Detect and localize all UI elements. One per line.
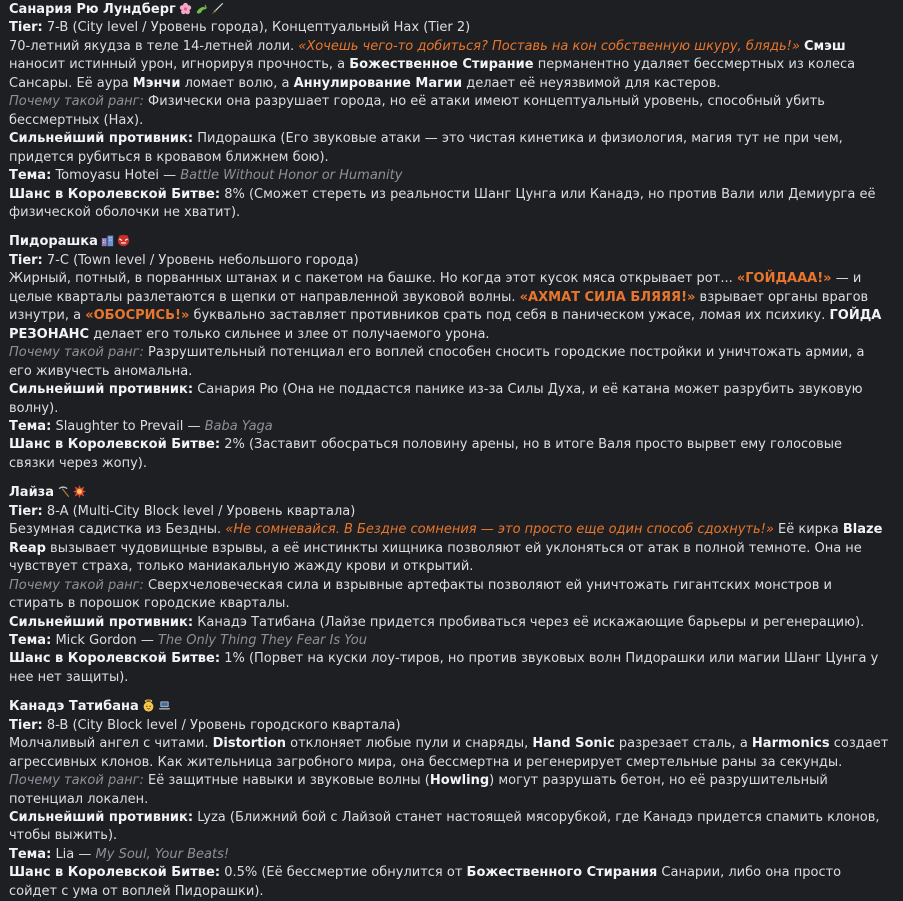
strongest-rival-value: Пидорашка (Его звуковые атаки — это чистая кинетика и физиология, магия тут не при чем, придется рубиться в кровавом ближнем бою). <box>9 131 843 165</box>
theme-title: Baba Yaga <box>204 418 273 434</box>
tier-value: 8-B (City Block level / Уровень городского квартала) <box>46 717 401 733</box>
description-run: Аннулирование Магии <box>293 75 463 91</box>
description-run: Distortion <box>212 736 287 752</box>
description-run: делает его только сильнее и злее от получаемого урона. <box>89 326 490 342</box>
theme-title: Battle Without Honor or Humanity <box>180 168 403 184</box>
battle-chance-run: 0.5% (Её бессмертие обнулится от <box>224 865 467 881</box>
theme-line <box>9 846 889 864</box>
pickaxe-icon <box>57 485 70 498</box>
description-run: «ОБОСРИСЬ!» <box>85 308 190 324</box>
theme-dash: — <box>163 168 177 184</box>
character-name: Лайза <box>9 485 55 501</box>
rank-reason-value: Физически она разрушает города, но её атаки имеют концептуальный уровень, способный убить бессмертных (Нах). <box>9 94 825 128</box>
tier-value: 7-B (City level / Уровень города), Концептуальный Нах (Tier 2) <box>46 20 471 36</box>
rank-reason-run: Howling <box>429 773 490 789</box>
description-run: создает агрессивных клонов. Как жительница загробного мира, она бессмертна и регенерирует смертельные раны за секунды. <box>9 736 889 770</box>
theme-title: My Soul, Your Beats! <box>95 846 230 862</box>
theme-title: The Only Thing They Fear Is You <box>157 632 367 648</box>
description-run: буквально заставляет противников срать под себя в паническом ужасе, ломая их психику. <box>189 308 830 324</box>
description <box>9 521 889 576</box>
tier-value: 7-C (Town level / Уровень небольшого города) <box>46 252 359 268</box>
rank-reason-run: Её защитные навыки и звуковые волны ( <box>148 773 430 789</box>
tier-line <box>9 503 889 521</box>
strongest-rival-value: Lyza (Ближний бой с Лайзой станет настоящей мясорубкой, где Канадэ придется спамить клонов, чтобы выжить). <box>9 810 880 844</box>
description-run: разрезает сталь, а <box>614 736 752 752</box>
rank-reason-label: Почему такой ранг: <box>9 94 144 110</box>
description-run: ГОЙДА РЕЗОНАНС <box>9 308 882 342</box>
tier-label: Tier: <box>9 252 43 268</box>
description-run: Hand Sonic <box>532 736 615 752</box>
battle-chance-value: 2% (Заставит обосраться половину арены, но в итоге Валя просто вырвет ему голосовые связки через жопу). <box>9 437 843 471</box>
battle-chance-label: Шанс в Королевской Битве: <box>9 651 221 667</box>
battle-chance-line <box>9 864 889 901</box>
tier-line <box>9 252 889 270</box>
strongest-rival-label: Сильнейший противник: <box>9 614 194 630</box>
description-run: «Хочешь чего-то добиться? Поставь на кон собственную шкуру, блядь!» <box>298 38 800 54</box>
tier-label: Tier: <box>9 20 43 36</box>
battle-chance-value: 1% (Порвет на куски лоу-тиров, но против звуковых волн Пидорашки или магии Шанг Цунга у нее нет защиты). <box>9 651 879 685</box>
theme-label: Тема: <box>9 632 52 648</box>
strongest-rival-label: Сильнейший противник: <box>9 382 194 398</box>
rank-reason-line <box>9 772 889 809</box>
battle-chance-line <box>9 436 889 473</box>
theme-label: Тема: <box>9 168 52 184</box>
theme-line <box>9 418 889 436</box>
battle-chance-label: Шанс в Королевской Битве: <box>9 865 221 881</box>
tier-label: Tier: <box>9 717 43 733</box>
buildings-icon <box>101 234 114 247</box>
description-run: «АХМАТ СИЛА БЛЯЯЯ!» <box>519 289 696 305</box>
character-name: Санария Рю Лундберг <box>9 2 176 17</box>
battle-chance-run: Божественного Стирания <box>466 865 658 881</box>
mask-icon <box>117 234 130 247</box>
description-run: Безумная садистка из Бездны. <box>9 522 226 538</box>
character-entry <box>9 233 889 473</box>
description-run: Blaze Reap <box>9 522 883 556</box>
battle-chance-line <box>9 186 889 223</box>
theme-artist: Mick Gordon <box>55 632 137 648</box>
description-run: — и целые кварталы разлетаются в щепки от направленной звуковой волны. <box>9 271 862 305</box>
description-run: «Не сомневайся. В Бездне сомнения — это просто еще один способ сдохнуть!» <box>225 522 774 538</box>
description-run: Harmonics <box>751 736 830 752</box>
theme-line <box>9 632 889 650</box>
description-run: Жирный, потный, в порванных штанах и с пакетом на башке. Но когда этот кусок мяса открывает рот... <box>9 271 737 287</box>
theme-label: Тема: <box>9 846 52 862</box>
character-name-line <box>9 1 889 19</box>
tier-line <box>9 19 889 37</box>
strongest-rival-line <box>9 809 889 846</box>
description-run: делает её неуязвимой для кастеров. <box>462 75 721 91</box>
theme-artist: Tomoyasu Hotei <box>55 168 159 184</box>
rank-reason-value: Разрушительный потенциал его воплей способен сносить городские постройки и уничтожать армии, а его живучесть аномальна. <box>9 345 865 379</box>
character-entry <box>9 1 889 222</box>
dragon-icon <box>195 2 208 15</box>
theme-dash: — <box>187 418 201 434</box>
tier-label: Tier: <box>9 503 43 519</box>
description <box>9 735 889 772</box>
description-run: отклоняет любые пули и снаряды, <box>286 736 533 752</box>
theme-dash: — <box>140 632 154 648</box>
rank-reason-value: Сверхчеловеческая сила и взрывные артефакты позволяют ей уничтожать гигантских монстров и стирать в порошок городские кварталы. <box>9 577 832 612</box>
strongest-rival-value: Канадэ Татибана (Лайзе придется пробиваться через её искажающие барьеры и регенерацию). <box>197 614 865 630</box>
explosion-icon <box>73 485 86 498</box>
description-run: вызывает чудовищные взрывы, а её инстинкты хищника позволяют ей уклоняться от атак в полной темноте. Она не чувствует страха, только маниакальную жажду крови и открытий. <box>9 540 862 575</box>
tier-line <box>9 717 889 735</box>
character-name-line <box>9 233 889 251</box>
theme-artist: Slaughter to Prevail <box>55 418 184 434</box>
strongest-rival-label: Сильнейший противник: <box>9 131 194 147</box>
description-run: наносит истинный урон, игнорируя прочность, а <box>9 57 350 73</box>
theme-line <box>9 167 889 185</box>
description <box>9 270 889 344</box>
description-run: Её кирка <box>773 522 843 538</box>
cherry-blossom-icon <box>179 2 192 15</box>
description-run: Божественное Стирание <box>349 57 534 73</box>
character-entry <box>9 484 889 687</box>
rank-reason-line <box>9 577 889 614</box>
battle-chance-line <box>9 650 889 687</box>
laptop-icon <box>158 699 171 712</box>
rank-reason-label: Почему такой ранг: <box>9 345 144 361</box>
theme-label: Тема: <box>9 418 52 434</box>
battle-chance-run: Санарии, либо она просто сойдет с ума от воплей Пидорашки). <box>9 865 842 899</box>
strongest-rival-value: Санария Рю (Она не поддастся панике из-за Силы Духа, и её катана может разрубить звуковую волну). <box>9 382 863 416</box>
description-run: «ГОЙДААА!» <box>736 271 832 287</box>
character-entry <box>9 698 889 901</box>
description <box>9 38 889 93</box>
description-run: 70-летний якудза в теле 14-летней лоли. <box>9 38 299 54</box>
rank-reason-label: Почему такой ранг: <box>9 773 144 789</box>
strongest-rival-line <box>9 381 889 418</box>
battle-chance-label: Шанс в Королевской Битве: <box>9 186 221 202</box>
character-name-line <box>9 484 889 502</box>
battle-chance-value: 8% (Сможет стереть из реальности Шанг Цунга или Канадэ, но против Вали или Демиурга её физической оболочки не хватит). <box>9 186 876 220</box>
theme-artist: Lia <box>55 846 75 862</box>
description-run: Молчаливый ангел с читами. <box>9 736 213 752</box>
tier-value: 8-A (Multi-City Block level / Уровень квартала) <box>46 503 356 519</box>
character-name: Пидорашка <box>9 234 98 250</box>
theme-dash: — <box>78 846 92 862</box>
description-run: взрывает органы врагов изнутри, а <box>9 289 869 324</box>
description-run: Смэш <box>804 38 846 54</box>
description-run: перманентно удаляет бессмертных из колеса Сансары. Её аура <box>9 57 856 91</box>
rank-reason-run: ) могут разрушать бетон, но её разрушительный потенциал локален. <box>9 773 828 807</box>
battle-chance-label: Шанс в Королевской Битве: <box>9 437 221 453</box>
strongest-rival-line <box>9 614 889 632</box>
rank-reason-label: Почему такой ранг: <box>9 577 144 593</box>
strongest-rival-line <box>9 130 889 167</box>
rank-reason-line <box>9 93 889 130</box>
description-run: Мэнчи <box>132 75 181 91</box>
katana-icon <box>211 2 224 15</box>
strongest-rival-label: Сильнейший противник: <box>9 810 194 826</box>
character-name: Канадэ Татибана <box>9 699 139 715</box>
angel-icon <box>142 699 155 712</box>
message-body <box>9 1 889 901</box>
description-run: ломает волю, а <box>180 75 294 91</box>
rank-reason-line <box>9 344 889 381</box>
character-name-line <box>9 698 889 716</box>
